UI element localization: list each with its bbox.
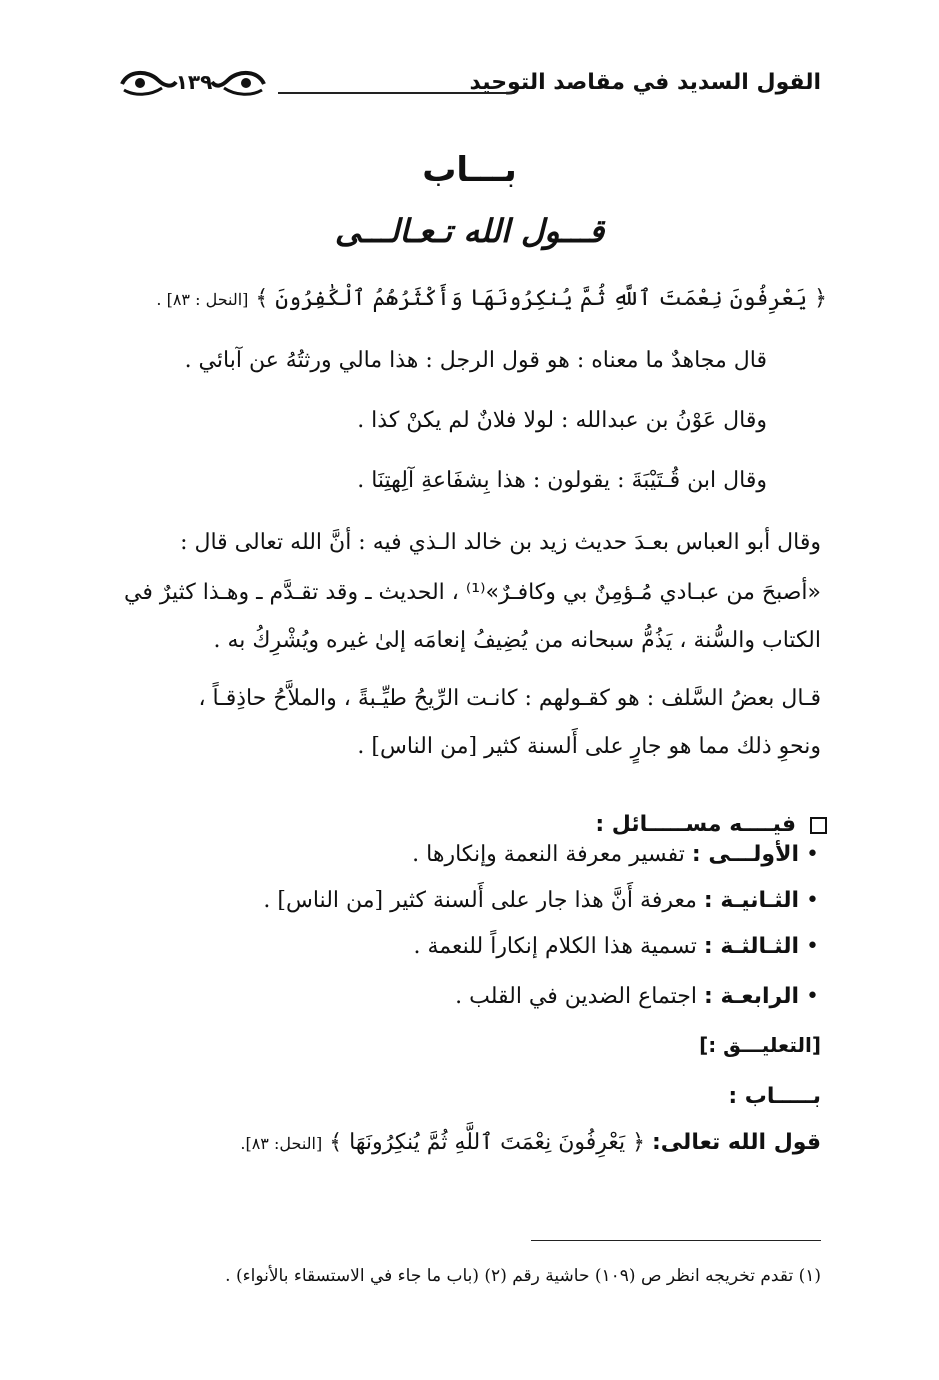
footnote: (١) تقدم تخريجه انظر ص (١٠٩) حاشية رقم (٢) (باب ما جاء في الاستسقاء بالأنواء) . <box>225 1266 821 1286</box>
commentary-verse-label: قول الله تعالى: <box>652 1130 821 1155</box>
bullet-icon: • <box>806 888 819 913</box>
page-number: ١٣٩ <box>175 70 213 94</box>
question-text: تسمية هذا الكلام إنكاراً للنعمة . <box>413 934 697 959</box>
question-text: تفسير معرفة النعمة وإنكارها . <box>412 842 685 867</box>
salaf-line-1: قـال بعضُ السَّلف : هو كقـولهم : كانـت الرِّيحُ طيِّـبةً ، والملاَّحُ حاذِقـاً ، <box>198 686 821 711</box>
question-label: الثـالثـة : <box>703 934 800 959</box>
mujahid-quote: قال مجاهدٌ ما معناه : هو قول الرجل : هذا مالي ورثتُهُ عن آبائي . <box>184 348 767 373</box>
questions-heading: فيــــه مســـــائل : <box>595 812 827 837</box>
question-text: اجتماع الضدين في القلب . <box>455 984 697 1009</box>
running-title: القول السديد في مقاصد التوحيد <box>469 70 821 95</box>
abul-abbas-line-2: «أصبحَ من عبـادي مُـؤمِنٌ بي وكافـرٌ»⁽¹⁾ ، الحديث ـ وقد تقـدَّم ـ وهـذا كثيرٌ في <box>124 580 821 605</box>
page-number-ornament <box>118 66 268 100</box>
question-label: الرابعـة : <box>703 984 800 1009</box>
square-bullet-icon <box>810 817 827 834</box>
bullet-icon: • <box>806 934 819 959</box>
abul-abbas-line-1: وقال أبو العباس بعـدَ حديث زيد بن خالد الـذي فيه : أنَّ الله تعالى قال : <box>180 530 821 555</box>
commentary-bab: بـــــاب : <box>728 1084 821 1109</box>
ibn-qutayba-quote: وقال ابن قُـتَيْبَةَ : يقولون : هذا بِشفَاعةِ آلِهتِنَا . <box>357 468 767 493</box>
question-item <box>412 842 819 867</box>
question-label: الأولـــى : <box>691 842 800 867</box>
chapter-heading: بـــاب <box>422 150 517 190</box>
commentary-heading: [التعليـــق :] <box>699 1033 821 1057</box>
question-item <box>263 888 819 913</box>
question-item <box>455 984 819 1009</box>
commentary-verse-reference: [النحل: ٨٣]. <box>240 1134 323 1153</box>
footnote-rule <box>531 1240 821 1241</box>
header-rule <box>278 92 514 94</box>
abul-abbas-line-3: الكتاب والسُّنة ، يَذُمُّ سبحانه من يُضِيفُ إنعامَه إلىٰ غيره ويُشْرِكُ به . <box>213 628 821 653</box>
commentary-verse-line <box>112 1128 821 1159</box>
commentary-verse-text: ﴿ يَعْرِفُونَ نِعْمَتَ ٱللَّهِ ثُمَّ يُنكِرُونَهَا ﴾ <box>329 1130 645 1155</box>
awn-quote: وقال عَوْنُ بن عبدالله : لولا فلانٌ لم يكنْ كذا . <box>357 408 767 433</box>
salaf-line-2: ونحوِ ذلك مما هو جارٍ على أَلسنة كثير [من الناس] . <box>357 734 821 759</box>
verse-line <box>112 284 827 315</box>
question-label: الثـانيـة : <box>703 888 800 913</box>
question-item <box>413 934 819 959</box>
bullet-icon: • <box>806 984 819 1009</box>
chapter-subtitle: قـــول الله تـعـالـــى <box>334 212 605 250</box>
verse-reference: [النحل : ٨٣] . <box>156 290 249 309</box>
bullet-icon: • <box>806 842 819 867</box>
verse-text: ﴿ يَعْرِفُونَ نِعْمَتَ ٱللَّهِ ثُمَّ يُنكِرُونَهَا وَأَكْثَرُهُمُ ٱلْكَٰفِرُونَ ﴾ <box>255 286 827 311</box>
question-text: معرفة أَنَّ هذا جار على أَلسنة كثير [من الناس] . <box>263 888 697 913</box>
